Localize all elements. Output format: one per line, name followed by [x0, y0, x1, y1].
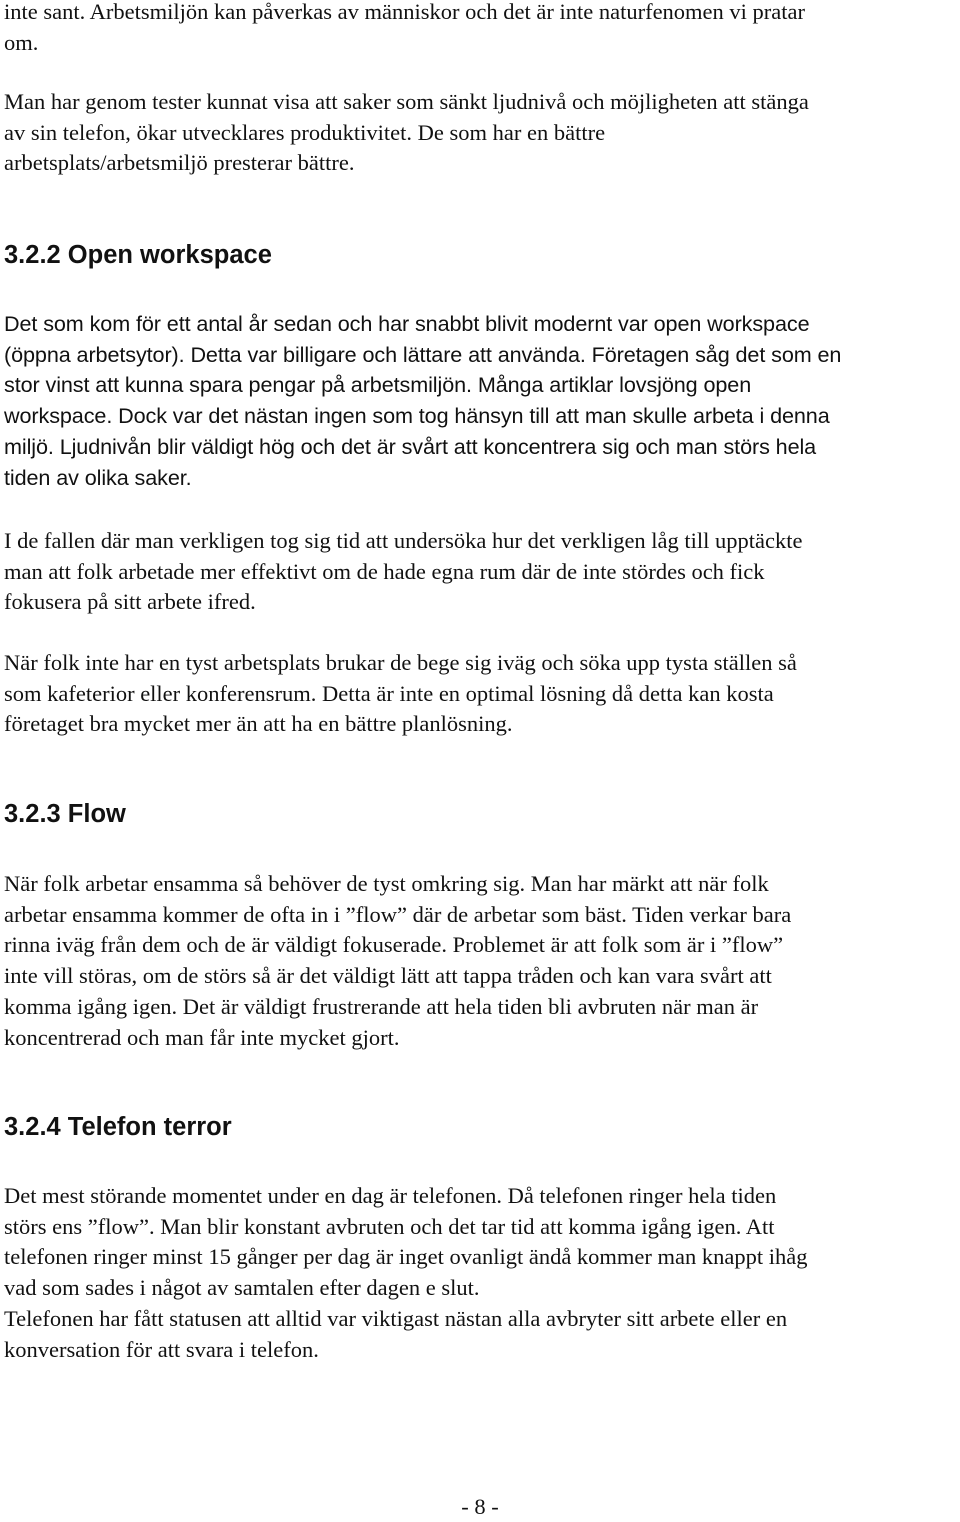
intro-paragraph-2 — [4, 87, 809, 179]
section-heading-flow: 3.2.3 Flow — [4, 800, 126, 828]
text-line: störs ens ”flow”. Man blir konstant avbruten och det tar tid att komma igång igen. Att — [4, 1213, 775, 1239]
intro-paragraph — [4, 0, 805, 58]
open-workspace-paragraph-1 — [4, 309, 841, 493]
text-line: Man har genom tester kunnat visa att saker som sänkt ljudnivå och möjligheten att stänga — [4, 89, 809, 114]
telefon-paragraph-1 — [4, 1181, 808, 1365]
text-line: komma igång igen. Det är väldigt frustrerande att hela tiden bli avbruten när man är — [4, 993, 759, 1019]
text-line: koncentrerad och man får inte mycket gjort. — [4, 1024, 400, 1050]
text-line: företaget bra mycket mer än att ha en bättre planlösning. — [4, 711, 513, 737]
text-line: av sin telefon, ökar utvecklares produktivitet. De som har en bättre — [4, 119, 606, 145]
text-line: konversation för att svara i telefon. — [4, 1336, 319, 1362]
text-line: man att folk arbetade mer effektivt om de hade egna rum där de inte stördes och fick — [4, 558, 765, 584]
open-workspace-paragraph-2 — [4, 526, 803, 618]
text-line: miljö. Ljudnivån blir väldigt hög och det är svårt att koncentrera sig och man störs hela — [4, 433, 817, 459]
text-line: När folk inte har en tyst arbetsplats brukar de bege sig iväg och söka upp tysta ställen så — [4, 650, 797, 675]
text-line: stor vinst att kunna spara pengar på arbetsmiljön. Många artiklar lovsjöng open — [4, 372, 752, 398]
text-line: tiden av olika saker. — [4, 464, 192, 490]
text-line: (öppna arbetsytor). Detta var billigare och lättare att använda. Företagen såg det som en — [4, 341, 842, 367]
text-line: rinna iväg från dem och de är väldigt fokuserade. Problemet är att folk som är i ”flow” — [4, 932, 784, 958]
text-line: inte sant. Arbetsmiljön kan påverkas av människor och det är inte naturfenomen vi pratar — [4, 0, 806, 24]
text-line: Det som kom för ett antal år sedan och har snabbt blivit modernt var open workspace — [4, 311, 810, 336]
section-heading-open-workspace: 3.2.2 Open workspace — [4, 241, 272, 269]
text-line: workspace. Dock var det nästan ingen som tog hänsyn till att man skulle arbeta i denna — [4, 403, 830, 429]
text-line: Det mest störande momentet under en dag är telefonen. Då telefonen ringer hela tiden — [4, 1183, 777, 1208]
text-line: som kafeterior eller konferensrum. Detta är inte en optimal lösning då detta kan kosta — [4, 680, 774, 706]
text-line: arbetar ensamma kommer de ofta in i ”flow” där de arbetar som bäst. Tiden verkar bara — [4, 901, 792, 927]
text-line: om. — [4, 29, 39, 55]
open-workspace-paragraph-3 — [4, 648, 797, 740]
text-line: När folk arbetar ensamma så behöver de tyst omkring sig. Man har märkt att när folk — [4, 871, 769, 896]
text-line: telefonen ringer minst 15 gånger per dag är inget ovanligt ändå kommer man knappt ihåg — [4, 1244, 808, 1270]
text-line: fokusera på sitt arbete ifred. — [4, 589, 256, 615]
text-line: vad som sades i något av samtalen efter dagen e slut. — [4, 1275, 480, 1301]
section-heading-telefon-terror: 3.2.4 Telefon terror — [4, 1113, 232, 1141]
text-line: Telefonen har fått statusen att alltid var viktigast nästan alla avbryter sitt arbete eller en — [4, 1305, 788, 1331]
page-number: - 8 - — [461, 1494, 499, 1519]
text-line: inte vill störas, om de störs så är det väldigt lätt att tappa tråden och kan vara svårt att — [4, 963, 772, 989]
flow-paragraph-1 — [4, 869, 791, 1053]
text-line: arbetsplats/arbetsmiljö presterar bättre. — [4, 150, 355, 176]
text-line: I de fallen där man verkligen tog sig tid att undersöka hur det verkligen låg till upptäckte — [4, 528, 803, 553]
